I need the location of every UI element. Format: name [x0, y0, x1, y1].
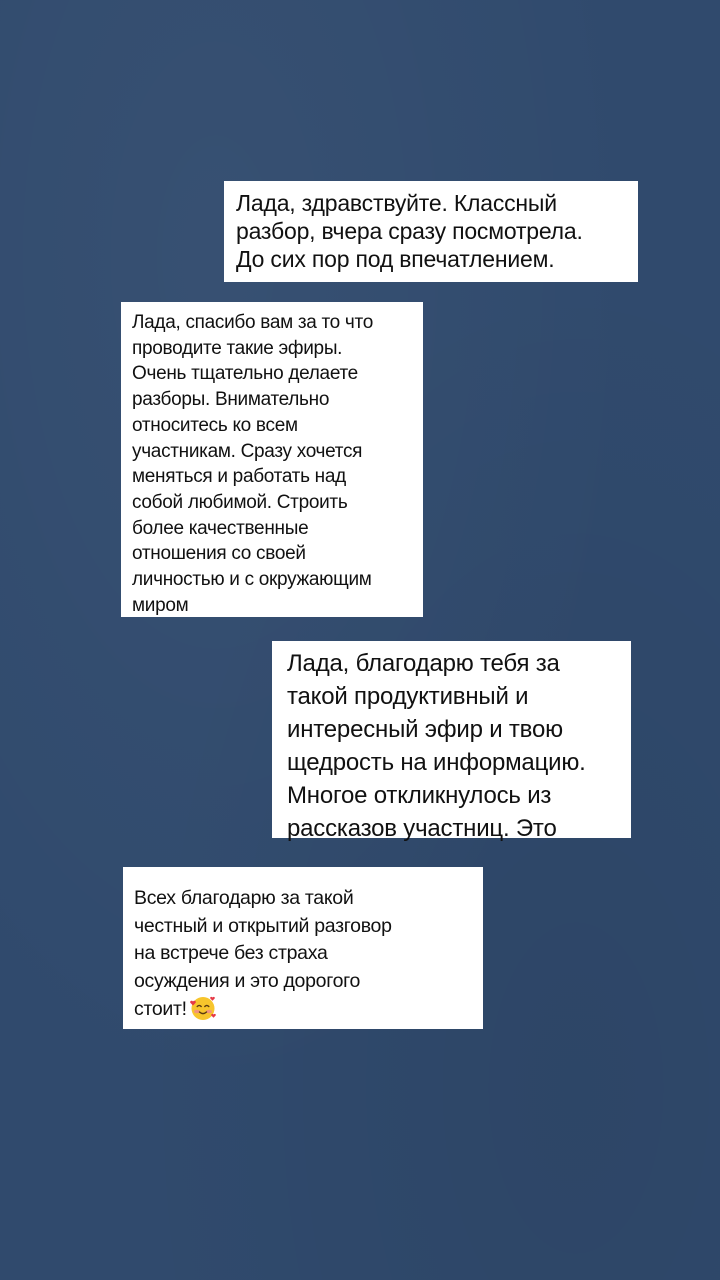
review-card-4	[123, 867, 483, 1029]
review-line: меняться и работать над	[132, 466, 346, 488]
review-line: Очень тщательно делаете	[132, 363, 358, 385]
review-card-2	[121, 302, 423, 617]
review-line: рассказов участниц. Это	[287, 815, 557, 842]
review-line: такой продуктивный и	[287, 683, 529, 710]
review-line: более качественные	[132, 517, 309, 539]
review-line: разборы. Внимательно	[132, 389, 330, 411]
smiling-face-with-hearts-icon	[189, 995, 217, 1021]
review-line: Лада, спасибо вам за то что	[132, 312, 373, 333]
review-line: миром	[132, 594, 189, 616]
review-line: До сих пор под впечатлением.	[236, 246, 555, 272]
review-line: Лада, благодарю тебя за	[287, 650, 560, 677]
review-line: Многое откликнулось из	[287, 782, 552, 809]
review-line-text: стоит!	[134, 998, 187, 1020]
review-line: честный и открытий разговор	[134, 914, 392, 937]
review-line: собой любимой. Строить	[132, 491, 348, 513]
review-card-1	[224, 181, 638, 282]
review-line: отношения со своей	[132, 543, 306, 565]
review-line: участникам. Сразу хочется	[132, 440, 363, 462]
review-line: Лада, здравствуйте. Классный	[236, 190, 557, 216]
review-line: на встрече без страха	[134, 942, 328, 964]
review-line: Всех благодарю за такой	[134, 887, 354, 909]
review-line: осуждения и это дорогого	[134, 969, 361, 992]
review-card-3	[272, 641, 631, 842]
review-line: разбор, вчера сразу посмотрела.	[236, 218, 583, 244]
review-line: интересный эфир и твою	[287, 716, 563, 743]
review-line: относитесь ко всем	[132, 414, 298, 436]
review-line-last	[134, 995, 475, 1024]
review-line: щедрость на информацию.	[287, 749, 586, 776]
review-line: личностью и с окружающим	[132, 569, 372, 591]
review-line: проводите такие эфиры.	[132, 337, 343, 359]
